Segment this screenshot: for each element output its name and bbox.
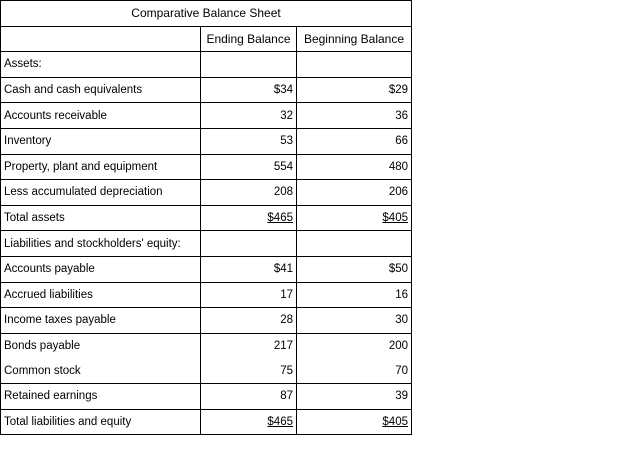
total-liabilities-beginning: $405	[382, 415, 408, 428]
ending-value[interactable]: 32	[201, 103, 297, 129]
row-label[interactable]: Bonds payable	[1, 333, 201, 358]
row-label[interactable]: Income taxes payable	[1, 308, 201, 334]
row-label[interactable]: Less accumulated depreciation	[1, 180, 201, 206]
beginning-value[interactable]	[297, 52, 412, 78]
beginning-value[interactable]: 66	[297, 128, 412, 154]
table-row	[1, 358, 412, 383]
table-row	[1, 308, 412, 334]
total-liabilities-ending: $465	[267, 415, 293, 428]
table-row	[1, 103, 412, 129]
ending-value[interactable]: 28	[201, 308, 297, 334]
row-label[interactable]: Total assets	[1, 205, 201, 231]
beginning-value[interactable]: 480	[297, 154, 412, 180]
table-row	[1, 256, 412, 282]
table-row	[1, 128, 412, 154]
ending-value[interactable]: 53	[201, 128, 297, 154]
row-label[interactable]: Common stock	[1, 358, 201, 383]
total-assets-beginning: $405	[382, 212, 408, 225]
table-row	[1, 282, 412, 308]
ending-value[interactable]: 217	[201, 333, 297, 358]
row-label[interactable]: Liabilities and stockholders' equity:	[1, 231, 201, 257]
row-label[interactable]: Property, plant and equipment	[1, 154, 201, 180]
beginning-value[interactable]: 30	[297, 308, 412, 334]
beginning-value[interactable]: 200	[297, 333, 412, 358]
beginning-value[interactable]	[297, 205, 412, 231]
row-label[interactable]: Accounts receivable	[1, 103, 201, 129]
ending-value[interactable]	[201, 52, 297, 78]
ending-value[interactable]	[201, 231, 297, 257]
table-row	[1, 77, 412, 103]
header-beginning-balance[interactable]: Beginning Balance	[297, 26, 412, 52]
beginning-value[interactable]: 36	[297, 103, 412, 129]
table-row	[1, 333, 412, 358]
table-row	[1, 231, 412, 257]
header-row	[1, 26, 412, 52]
beginning-value[interactable]: 16	[297, 282, 412, 308]
ending-value[interactable]: 17	[201, 282, 297, 308]
row-label[interactable]: Accrued liabilities	[1, 282, 201, 308]
beginning-value[interactable]: 70	[297, 358, 412, 383]
table-row	[1, 154, 412, 180]
table-row	[1, 383, 412, 409]
header-blank-cell[interactable]	[1, 26, 201, 52]
row-label[interactable]: Cash and cash equivalents	[1, 77, 201, 103]
table-row-total-assets	[1, 205, 412, 231]
sheet-title[interactable]: Comparative Balance Sheet	[1, 1, 412, 27]
table-row	[1, 180, 412, 206]
table-row	[1, 52, 412, 78]
row-label[interactable]: Inventory	[1, 128, 201, 154]
row-label[interactable]: Assets:	[1, 52, 201, 78]
beginning-value[interactable]: 206	[297, 180, 412, 206]
row-label[interactable]: Total liabilities and equity	[1, 409, 201, 435]
ending-value[interactable]	[201, 409, 297, 435]
ending-value[interactable]	[201, 205, 297, 231]
ending-value[interactable]: 75	[201, 358, 297, 383]
ending-value[interactable]: 208	[201, 180, 297, 206]
ending-value[interactable]: $34	[201, 77, 297, 103]
ending-value[interactable]: 554	[201, 154, 297, 180]
beginning-value[interactable]: $29	[297, 77, 412, 103]
beginning-value[interactable]	[297, 409, 412, 435]
header-ending-balance[interactable]: Ending Balance	[201, 26, 297, 52]
table-row-total-liabilities-equity	[1, 409, 412, 435]
row-label[interactable]: Retained earnings	[1, 383, 201, 409]
ending-value[interactable]: $41	[201, 256, 297, 282]
total-assets-ending: $465	[267, 212, 293, 225]
beginning-value[interactable]: 39	[297, 383, 412, 409]
ending-value[interactable]: 87	[201, 383, 297, 409]
title-row	[1, 1, 412, 27]
row-label[interactable]: Accounts payable	[1, 256, 201, 282]
beginning-value[interactable]	[297, 231, 412, 257]
beginning-value[interactable]: $50	[297, 256, 412, 282]
